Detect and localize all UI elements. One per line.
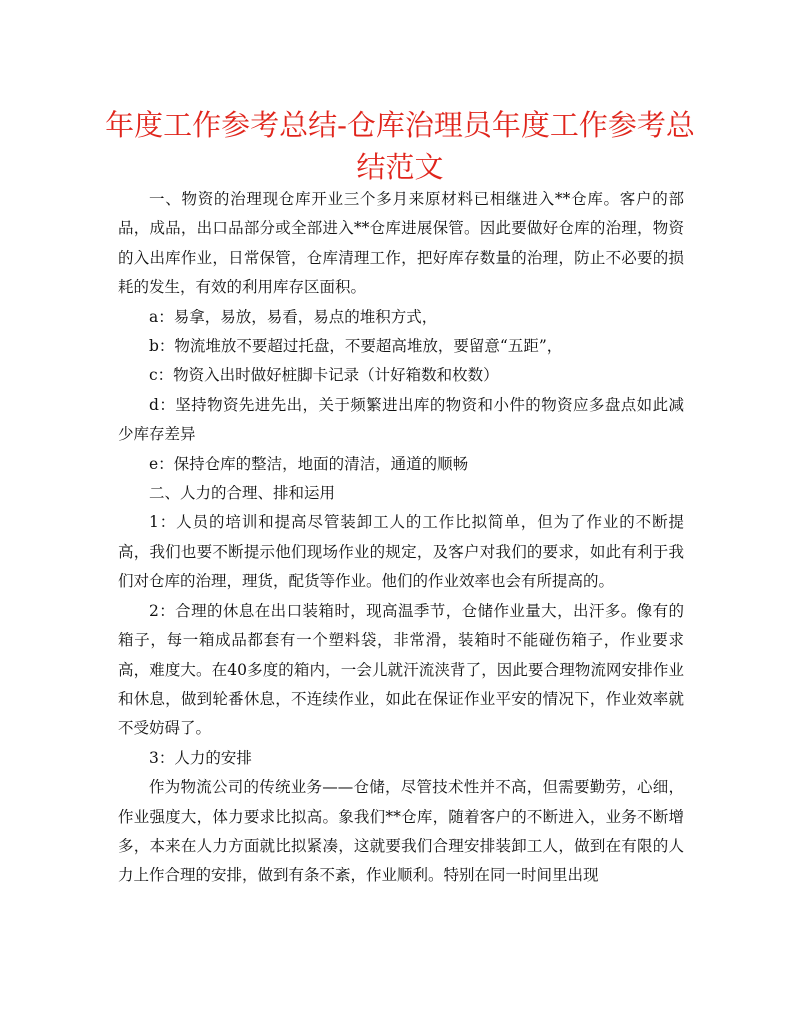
paragraph-point-1: 1：人员的培训和提高尽管装卸工人的工作比拟简单，但为了作业的不断提高，我们也要不断提示他们现场作业的规定，及客户对我们的要求，如此有利于我们对仓库的治理，理货，配货等作业。他们的作业效率也会有所提高的。 bbox=[118, 513, 684, 591]
paragraph-warehousing-business: 作为物流公司的传统业务——仓储，尽管技术性并不高，但需要勤劳，心细，作业强度大，体力要求比拟高。象我们**仓库，随着客户的不断进入，业务不断增多，本来在人力方面就比拟紧凑，这就要我们合理安排装卸工人，做到在有限的人力上作合理的安排，做到有条不紊，作业顺利。特别在同一时间里出现 bbox=[118, 778, 684, 885]
paragraph-point-3: 3：人力的安排 bbox=[149, 748, 252, 767]
paragraph-item-b: b：物流堆放不要超过托盘，不要超高堆放，要留意“五距”， bbox=[149, 337, 563, 356]
document-title: 年度工作参考总结-仓库治理员年度工作参考总结范文 bbox=[105, 108, 695, 184]
paragraph-item-a: a：易拿，易放，易看，易点的堆积方式， bbox=[149, 307, 438, 326]
section-heading-manpower: 二、人力的合理、排和运用 bbox=[149, 484, 336, 503]
paragraph-item-c: c：物资入出时做好桩脚卡记录（计好箱数和枚数） bbox=[149, 366, 499, 385]
paragraph-item-e: e：保持仓库的整洁，地面的清洁，通道的顺畅 bbox=[149, 454, 469, 473]
paragraph-materials-management: 一、物资的治理现仓库开业三个多月来原材料已相继进入**仓库。客户的部品，成品，出口品部分或全部进入**仓库进展保管。因此要做好仓库的治理，物资的入出库作业，日常保管，仓库清理工作，把好库存数量的治理，防止不必要的损耗的发生，有效的利用库存区面积。 bbox=[118, 190, 684, 297]
paragraph-item-d: d：坚持物资先进先出，关于频繁进出库的物资和小件的物资应多盘点如此减少库存差异 bbox=[118, 395, 684, 444]
paragraph-point-2: 2：合理的休息在出口装箱时，现高温季节，仓储作业量大，出汗多。像有的箱子，每一箱成品都套有一个塑料袋，非常滑，装箱时不能碰伤箱子，作业要求高，难度大。在40多度的箱内，一会儿就汗流浃背了，因此要合理物流网安排作业和休息，做到轮番休息，不连续作业，如此在保证作业平安的情况下，作业效率就不受妨碍了。 bbox=[118, 601, 684, 738]
document-body bbox=[118, 185, 684, 891]
